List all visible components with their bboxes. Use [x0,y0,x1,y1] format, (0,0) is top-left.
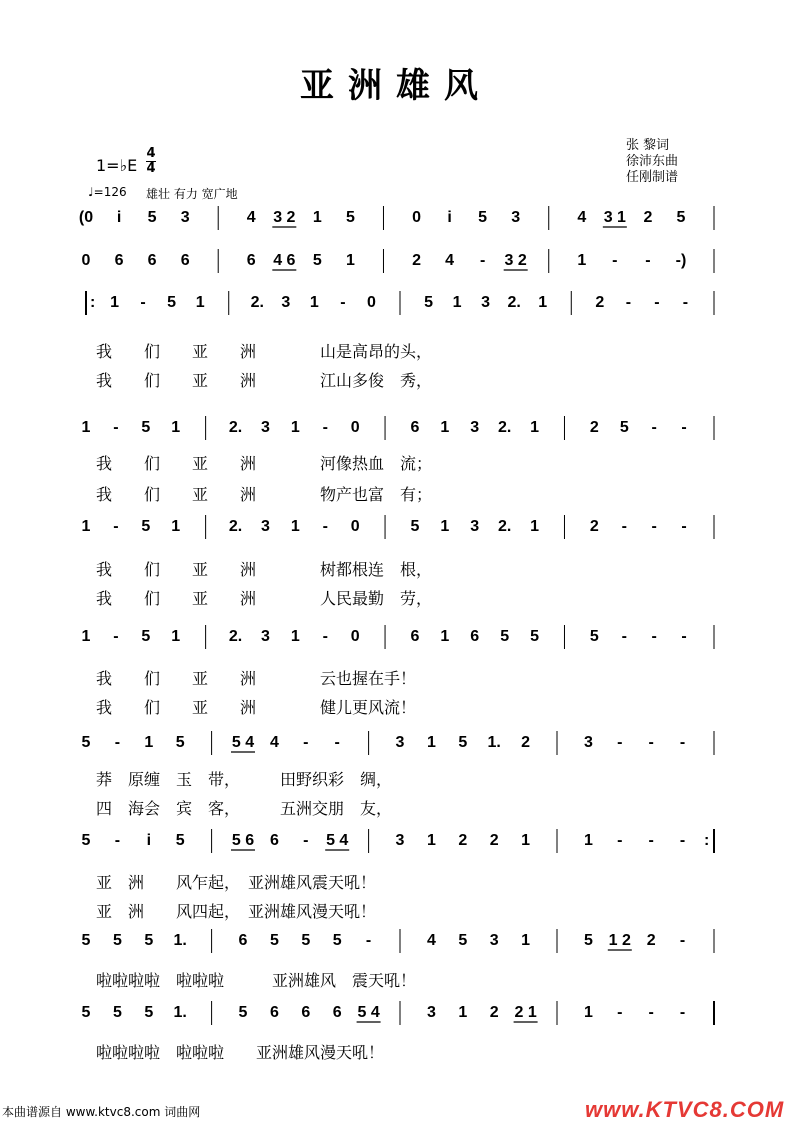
note: - [334,734,340,751]
note: 5 [81,932,91,949]
note: 3 [470,419,480,436]
note: 1 [440,419,450,436]
note: 1 [426,832,436,849]
note: 1 [195,294,205,311]
lyric-line: 我 们 亚 洲 河像热血 流； [96,454,433,473]
note: 6 [410,419,420,436]
note: 1. [173,932,187,949]
note: - [113,419,119,436]
lyric-line: 我 们 亚 洲 云也握在手！ [96,669,417,688]
note: i [146,832,152,849]
note: 5 [583,932,593,949]
note: 1 [530,518,540,535]
expression-mark: 雄壮 有力 宽广地 [146,187,238,201]
note: - [617,1004,623,1021]
note: 1 [290,419,300,436]
note: 5 [332,932,342,949]
lyricist-credit: 张 黎词 [626,138,670,153]
note: 6 [180,252,190,269]
lyric-line: 我 们 亚 洲 树都根连 根， [96,560,433,579]
note: 3 [470,518,480,535]
note: - [322,628,328,645]
note: 3 [260,518,270,535]
note: 4 [577,209,587,226]
note: 6 [147,252,157,269]
note: 2. [250,294,264,311]
note: 3 [281,294,291,311]
note: - [679,1004,686,1021]
note: 5 [81,832,91,849]
note: 0 [412,209,421,226]
note: 5 [458,734,468,751]
note: 5 [530,628,540,645]
note: 5 [301,932,311,949]
note: 5 4 [231,734,255,751]
note: 2 [489,1004,499,1021]
note: 3 [395,832,405,849]
note: 1 [538,294,548,311]
note: 5 [676,209,686,226]
note: 2 [521,734,531,751]
note: 4 6 [273,252,296,269]
note: - [365,932,372,949]
barline-mark: : [704,832,710,849]
note: 2 [489,832,499,849]
note: 5 [478,209,488,226]
note: - [625,294,632,311]
note: - [651,419,657,436]
note: 5 4 [357,1004,380,1021]
note: 2. [228,419,243,436]
note: 5 [144,1004,154,1021]
note: 3 2 [504,252,527,269]
note: 3 1 [603,209,626,226]
note: 1. [487,734,501,751]
time-signature-bottom: 4 [146,161,156,176]
note: - [340,294,346,311]
note: 6 [238,932,248,949]
note: 5 [312,252,322,269]
note: 1 [521,932,531,949]
note: (0 [78,209,94,226]
note: 5 [144,932,154,949]
note: 5 6 [231,832,255,849]
note: 5 [410,518,420,535]
note: - [681,628,687,645]
note: 5 [175,832,185,849]
note: 2 [412,252,421,269]
note: 1 [171,518,181,535]
note: - [479,252,486,269]
note: 2. [497,419,512,436]
note: - [303,734,309,751]
note: 1 [110,294,119,311]
note: 1. [173,1004,187,1021]
note: 2. [507,294,521,311]
note: - [621,518,627,535]
note: - [645,252,651,269]
note: 1 [312,209,322,226]
note: 2 [595,294,605,311]
note: 4 [269,734,279,751]
note: - [648,1004,654,1021]
note: 1 [521,832,531,849]
note: - [140,294,146,311]
note: 1 [530,419,540,436]
note: 1 [309,294,319,311]
note: 5 [112,1004,122,1021]
note: 1 2 [608,932,631,949]
note: 3 [260,419,270,436]
note: 2 [643,209,653,226]
note: 2. [228,628,243,645]
lyric-line: 四 海会 宾 客， 五洲交朋 友， [96,799,393,818]
note: 5 [141,628,151,645]
song-title: 亚洲雄风 [300,66,492,106]
note: 5 [147,209,157,226]
note: - [322,419,328,436]
note: 4 [246,209,256,226]
lyric-line: 我 们 亚 洲 山是高昂的头， [96,342,433,361]
note: 3 [395,734,405,751]
note: - [681,419,687,436]
note: 5 [345,209,355,226]
key-signature: 1=♭E [96,156,138,175]
note: - [114,734,121,751]
note: 5 [141,518,151,535]
lyric-line: 我 们 亚 洲 物产也富 有； [96,485,433,504]
note: 2 [646,932,656,949]
note: - [303,832,309,849]
arranger-credit: 任刚制谱 [626,170,679,185]
note: - [681,518,687,535]
note: - [113,518,119,535]
note: 5 [424,294,433,311]
note: - [113,628,119,645]
note: 1 [583,1004,593,1021]
note: 5 [141,419,151,436]
note: 1 [81,518,91,535]
note: 5 [112,932,122,949]
note: 1 [81,628,91,645]
note: - [679,734,686,751]
note: i [447,209,452,226]
lyric-line: 莽 原缠 玉 带， 田野织彩 绸， [96,770,393,789]
note: 2 1 [514,1004,537,1021]
note: 3 [489,932,499,949]
note: 6 [269,1004,279,1021]
note: 1 [171,419,181,436]
lyric-line: 亚 洲 风四起， 亚洲雄风漫天吼！ [96,902,377,921]
note: 3 [426,1004,436,1021]
lyric-line: 我 们 亚 洲 人民最勤 劳， [96,589,433,608]
note: 6 [470,628,480,645]
note: 5 [269,932,279,949]
lyric-line: 我 们 亚 洲 江山多俊 秀， [96,371,433,390]
note: - [114,832,121,849]
note: 5 4 [326,832,349,849]
note: 0 [350,419,360,436]
note: - [679,832,686,849]
source-footer: 本曲谱源自 www.ktvc8.com 词曲网 [2,1105,201,1119]
tempo-mark: ♩=126 [88,185,127,199]
note: 1 [290,518,300,535]
note: 0 [350,628,360,645]
note: - [682,294,689,311]
note: 5 [167,294,177,311]
note: 5 [458,932,468,949]
note: 6 [332,1004,342,1021]
note: 5 [619,419,629,436]
note: 4 [426,932,436,949]
note: 3 2 [273,209,296,226]
note: 1 [440,518,450,535]
note: 2 [589,419,599,436]
note: 5 [500,628,510,645]
note: - [617,734,623,751]
note: - [651,628,657,645]
note: 1 [577,252,587,269]
note: 3 [180,209,190,226]
note: 5 [81,734,91,751]
note: - [651,518,657,535]
barline-mark: : [90,294,96,311]
note: 1 [452,294,462,311]
watermark-logo: www.KTVC8.COM [585,1097,785,1122]
note: 1 [171,628,181,645]
note: 1 [81,419,91,436]
note: 0 [81,252,91,269]
note: 4 [445,252,455,269]
note: 2. [228,518,243,535]
composer-credit: 徐沛东曲 [626,154,679,169]
note: 5 [175,734,185,751]
note: 2. [497,518,512,535]
note: 5 [589,628,599,645]
lyric-line: 啦啦啦啦 啦啦啦 亚洲雄风 震天吼！ [96,971,417,990]
note: - [612,252,618,269]
note: - [648,734,654,751]
note: -) [675,252,687,269]
note: 3 [481,294,491,311]
note: - [322,518,328,535]
time-signature-top: 4 [146,146,156,161]
note: - [617,832,623,849]
note: 5 [81,1004,91,1021]
note: 5 [238,1004,248,1021]
note: 6 [301,1004,311,1021]
note: 6 [246,252,256,269]
note: - [621,628,627,645]
note: i [116,209,122,226]
note: - [679,932,686,949]
note: - [648,832,654,849]
note: 6 [410,628,420,645]
note: 2 [589,518,599,535]
note: 2 [458,832,468,849]
note: 1 [144,734,154,751]
note: - [654,294,660,311]
note: 1 [583,832,593,849]
note: 3 [260,628,270,645]
note: 1 [440,628,450,645]
note: 6 [269,832,279,849]
lyric-line: 啦啦啦啦 啦啦啦 亚洲雄风漫天吼！ [96,1043,385,1062]
note: 0 [367,294,376,311]
note: 1 [426,734,436,751]
lyric-line: 亚 洲 风乍起， 亚洲雄风震天吼！ [96,873,377,892]
note: 1 [458,1004,468,1021]
note: 1 [290,628,300,645]
note: 0 [350,518,360,535]
note: 6 [114,252,124,269]
note: 1 [345,252,355,269]
note: 3 [583,734,593,751]
lyric-line: 我 们 亚 洲 健儿更风流！ [96,698,417,717]
note: 3 [511,209,521,226]
